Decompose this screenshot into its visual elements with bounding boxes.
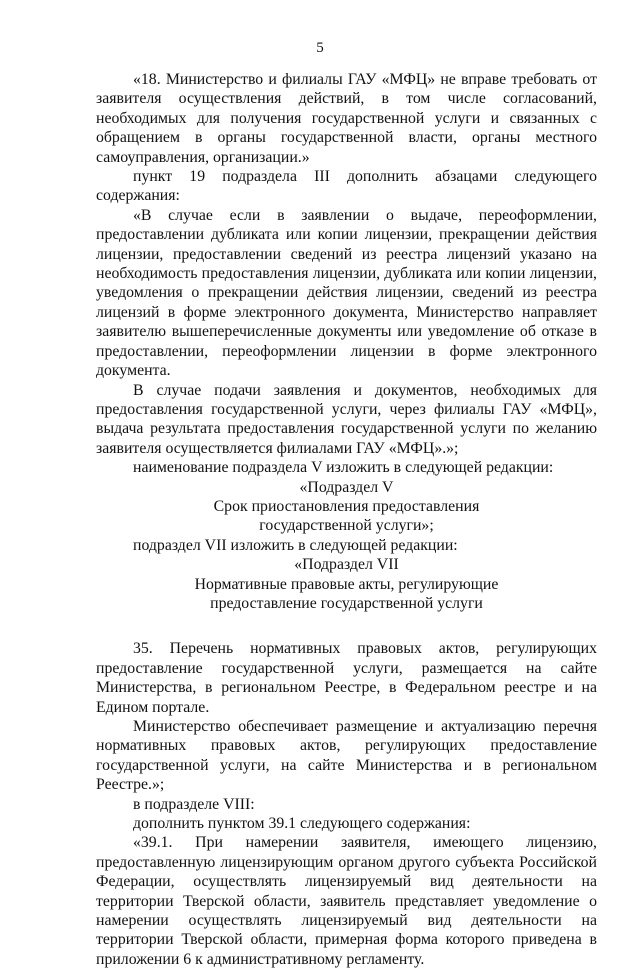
paragraph-subsection-viii-intro: в подразделе VIII: <box>133 795 255 813</box>
paragraph-mfc-submission: В случае подачи заявления и документов, необходимых для предоставления государственной услуги, через филиалы ГАУ «МФЦ», выдача результата предоставления государственной услуги по желанию заявителя осуществляется филиалами ГАУ «МФЦ».»; <box>96 381 597 457</box>
paragraph-item-39-1: «39.1. При намерении заявителя, имеющего лицензию, предоставленную лицензирующим органом другого субъекта Российской Федерации, осуществлять лицензируемый вид деятельности на территории Тверской области, заявитель представляет уведомление о намерении осуществлять лицензируемый вид деятельности на территории Тверской области, примерная форма которого приведена в приложении 6 к административному регламенту. <box>96 834 597 968</box>
paragraph-subsection-vii-intro: подраздел VII изложить в следующей редакции: <box>133 536 458 554</box>
paragraph-subsection-v-intro: наименование подраздела V изложить в следующей редакции: <box>133 459 554 477</box>
subsection-vii-heading: «Подраздел VII <box>294 556 399 574</box>
paragraph-item-35: 35. Перечень нормативных правовых актов, регулирующих предоставление государственной услуги, размещается на сайте Министерства, в региональном Реестре, в Федеральном реестре и на Едином портале. <box>96 640 597 716</box>
paragraph-point-19-intro: пункт 19 подраздела III дополнить абзацами следующего содержания: <box>96 168 597 205</box>
paragraph-electronic-document: «В случае если в заявлении о выдаче, переоформлении, предоставлении дубликата или копии лицензии, прекращении действия лицензии, предоставлении сведений из реестра лицензий указано на необходимость предоставления лицензии, дубликата или копии лицензии, уведомления о прекращении действия лицензии, сведений из реестра лицензий в форме электронного документа, Министерство направляет заявителю вышеперечисленные документы или уведомление об отказе в предоставлении, переоформлении лицензии в форме электронного документа. <box>96 206 597 380</box>
page-number: 5 <box>316 40 324 56</box>
subsection-vii-title-line-2: предоставление государственной услуги <box>210 594 483 612</box>
paragraph-ministry-publication: Министерство обеспечивает размещение и актуализацию перечня нормативных правовых актов, регулирующих предоставление государственной услуги, на сайте Министерства и в региональном Реестре.»; <box>96 718 597 794</box>
paragraph-add-item-39-1: дополнить пунктом 39.1 следующего содержания: <box>133 815 471 833</box>
subsection-vii-title-line-1: Нормативные правовые акты, регулирующие <box>194 575 499 593</box>
subsection-v-title-line-1: Срок приостановления предоставления <box>213 497 480 515</box>
subsection-v-title-line-2: государственной услуги»; <box>259 517 434 535</box>
document-body <box>96 70 597 969</box>
subsection-v-heading: «Подраздел V <box>299 478 394 496</box>
section-spacer <box>96 613 597 639</box>
paragraph-item-18: «18. Министерство и филиалы ГАУ «МФЦ» не вправе требовать от заявителя осуществления действий, в том числе согласований, необходимых для получения государственной услуги и связанных с обращением в органы государственной власти, органы местного самоуправления, организации.» <box>96 71 597 166</box>
